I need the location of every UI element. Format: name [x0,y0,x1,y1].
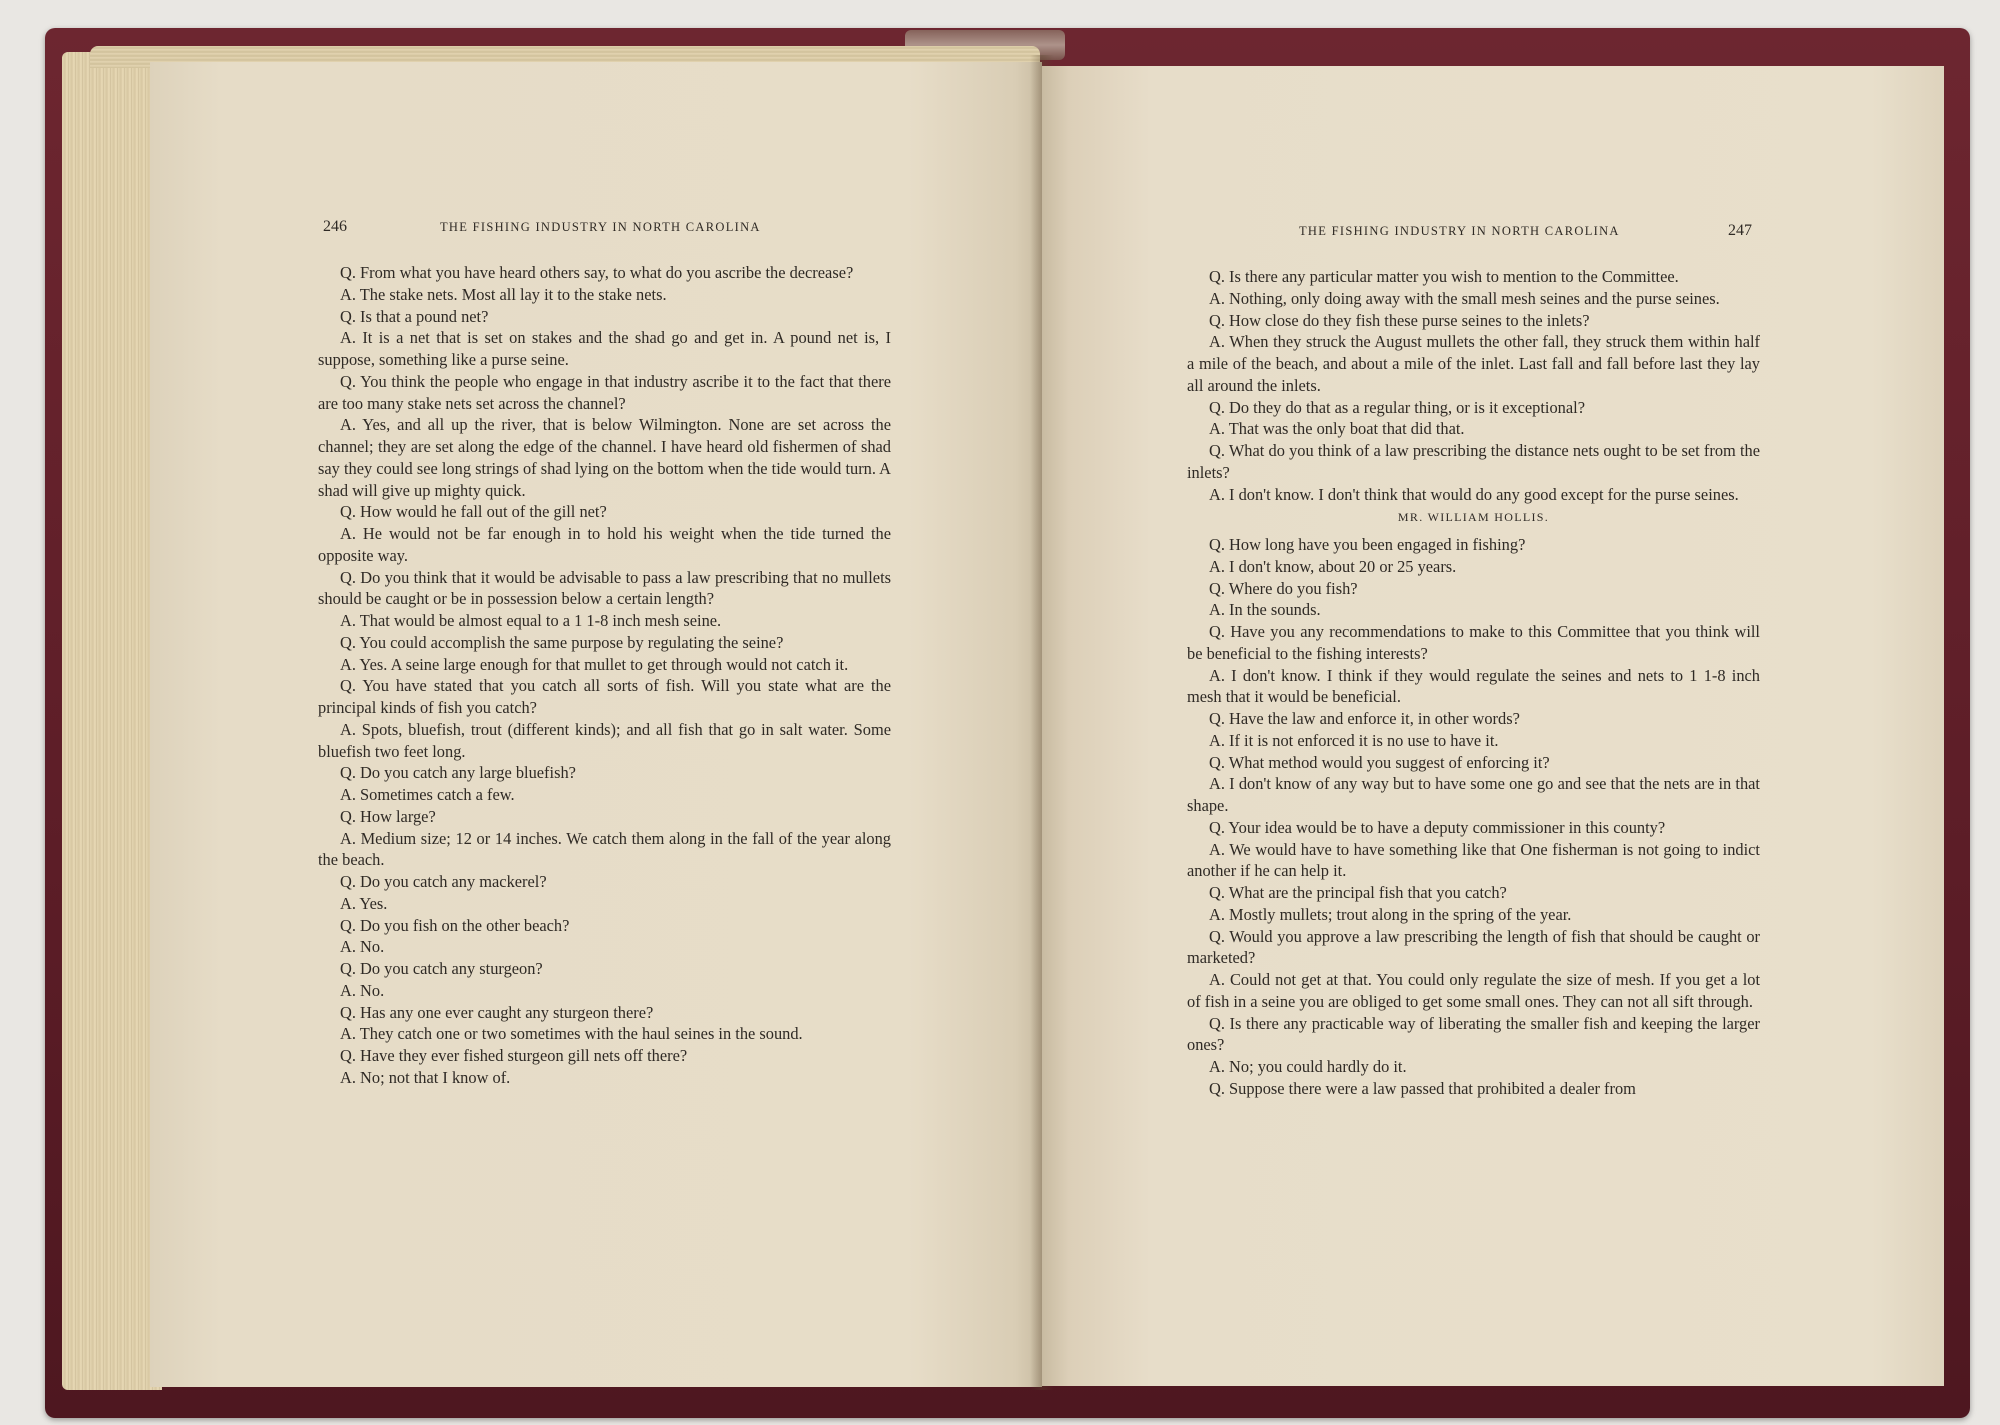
page-number: 247 [1728,222,1752,239]
paragraph-group [1187,266,1760,505]
paragraph: Q. You have stated that you catch all sorts of fish. Will you state what are the principal kinds of fish you catch? [318,676,891,717]
paragraph: A. No; not that I know of. [340,1067,511,1087]
paragraph: Q. Do you think that it would be advisable to pass a law prescribing that no mullets should be caught or be in possession below a certain length? [318,567,891,609]
paragraph: A. Yes. A seine large enough for that mullet to get through would not catch it. [340,654,849,674]
paragraph: Q. From what you have heard others say, to what do you ascribe the decrease? [340,263,854,282]
paragraph: A. Yes. [340,893,388,913]
paragraph: Q. How would he fall out of the gill net? [340,502,607,522]
paragraph: Q. What method would you suggest of enforcing it? [1209,752,1550,772]
paragraph: A. That was the only boat that did that. [1209,419,1465,439]
paragraph: Q. Have you any recommendations to make to this Committee that you think will be beneficial to the fishing interests? [1187,622,1760,663]
page-number: 246 [323,218,347,235]
paragraph: A. Sometimes catch a few. [340,785,515,804]
paragraph: Q. Would you approve a law prescribing the length of fish that should be caught or marketed? [1187,926,1760,968]
running-head: THE FISHING INDUSTRY IN NORTH CAROLINA [440,220,761,234]
paragraph: Q. Do you catch any mackerel? [340,872,547,891]
paragraph: A. Mostly mullets; trout along in the spring of the year. [1209,904,1572,924]
paragraph: A. I don't know. I don't think that would do any good except for the purse seines. [1209,484,1739,504]
left-text-column [318,262,891,1089]
left-page [150,62,1042,1387]
paragraph: A. Nothing, only doing away with the small mesh seines and the purse seines. [1209,288,1720,308]
paragraph: A. We would have to have something like that One fisherman is not going to indict another if he can help it. [1187,839,1760,881]
paragraph: A. That would be almost equal to a 1 1-8 inch mesh seine. [340,611,722,630]
paragraph: Q. Do you catch any sturgeon? [340,959,543,978]
paragraph: Q. You think the people who engage in that industry ascribe it to the fact that there are too many stake nets set across the channel? [318,371,891,413]
paragraph: Q. Do you fish on the other beach? [340,915,570,935]
paragraph: Q. Is that a pound net? [340,306,489,326]
paragraph: A. The stake nets. Most all lay it to the stake nets. [340,284,667,304]
paragraph: A. If it is not enforced it is no use to have it. [1209,730,1499,750]
right-text-column [1187,266,1760,1100]
paragraph: Q. What do you think of a law prescribing the distance nets ought to be set from the inlets? [1187,441,1760,482]
paragraph: Q. Is there any particular matter you wish to mention to the Committee. [1209,267,1679,286]
paragraph: A. It is a net that is set on stakes and the shad go and get in. A pound net is, I suppose, something like a purse seine. [318,328,891,369]
paragraph: A. I don't know. I think if they would regulate the seines and nets to 1 1-8 inch mesh that it would be beneficial. [1187,665,1760,707]
paragraph: A. No. [340,937,385,957]
paragraph: A. Could not get at that. You could only regulate the size of mesh. If you get a lot of fish in a seine you are obliged to get some small ones. They can not all sift through. [1187,970,1760,1011]
running-head: THE FISHING INDUSTRY IN NORTH CAROLINA [1299,224,1620,238]
paragraph: A. No; you could hardly do it. [1209,1057,1407,1076]
paragraph: A. No. [340,980,385,1000]
right-page [1042,66,1944,1386]
paragraph: A. I don't know of any way but to have some one go and see that the nets are in that shape. [1187,774,1760,815]
paragraph: A. In the sounds. [1209,600,1321,620]
paragraph: A. They catch one or two sometimes with the haul seines in the sound. [340,1024,803,1044]
page-edges-left [62,52,162,1390]
paragraph: Q. Have the law and enforce it, in other words? [1209,709,1520,728]
paragraph: Q. Has any one ever caught any sturgeon there? [340,1002,654,1022]
paragraph: A. Yes, and all up the river, that is below Wilmington. None are set across the channel; they are set along the edge of the channel. I have heard old fishermen of shad say they could see long strings of shad lying on the bottom when the tide would turn. A shad will give up mighty quick. [318,415,891,500]
paragraph: A. Medium size; 12 or 14 inches. We catch them along in the fall of the year along the beach. [318,828,891,870]
paragraph: A. When they struck the August mullets the other fall, they struck them within half a mile of the beach, and about a mile of the inlet. Last fall and fall before last they lay all around the inlets. [1187,332,1760,395]
paragraph: Q. What are the principal fish that you catch? [1209,883,1507,902]
paragraph: A. He would not be far enough in to hold his weight when the tide turned the opposite way. [318,524,891,565]
paragraph: Q. Do they do that as a regular thing, or is it exceptional? [1209,397,1585,417]
paragraph: Q. Where do you fish? [1209,578,1358,598]
paragraph: Q. How close do they fish these purse seines to the inlets? [1209,310,1590,330]
speaker-heading: MR. WILLIAM HOLLIS. [1397,510,1550,525]
paragraph: Q. Suppose there were a law passed that prohibited a dealer from [1209,1078,1636,1098]
paragraph-group [1187,534,1760,1100]
paragraph: A. I don't know, about 20 or 25 years. [1209,556,1457,576]
paragraph: A. Spots, bluefish, trout (different kinds); and all fish that go in salt water. Some bluefish two feet long. [318,719,891,761]
paragraph: Q. How long have you been engaged in fishing? [1209,535,1526,554]
paragraph: Q. Do you catch any large bluefish? [340,763,576,783]
paragraph: Q. You could accomplish the same purpose by regulating the seine? [340,632,784,652]
paragraph: Q. How large? [340,806,436,826]
paragraph: Q. Your idea would be to have a deputy commissioner in this county? [1209,817,1666,837]
paragraph: Q. Is there any practicable way of liberating the smaller fish and keeping the larger ones? [1187,1013,1760,1055]
paragraph: Q. Have they ever fished sturgeon gill nets off there? [340,1046,688,1065]
